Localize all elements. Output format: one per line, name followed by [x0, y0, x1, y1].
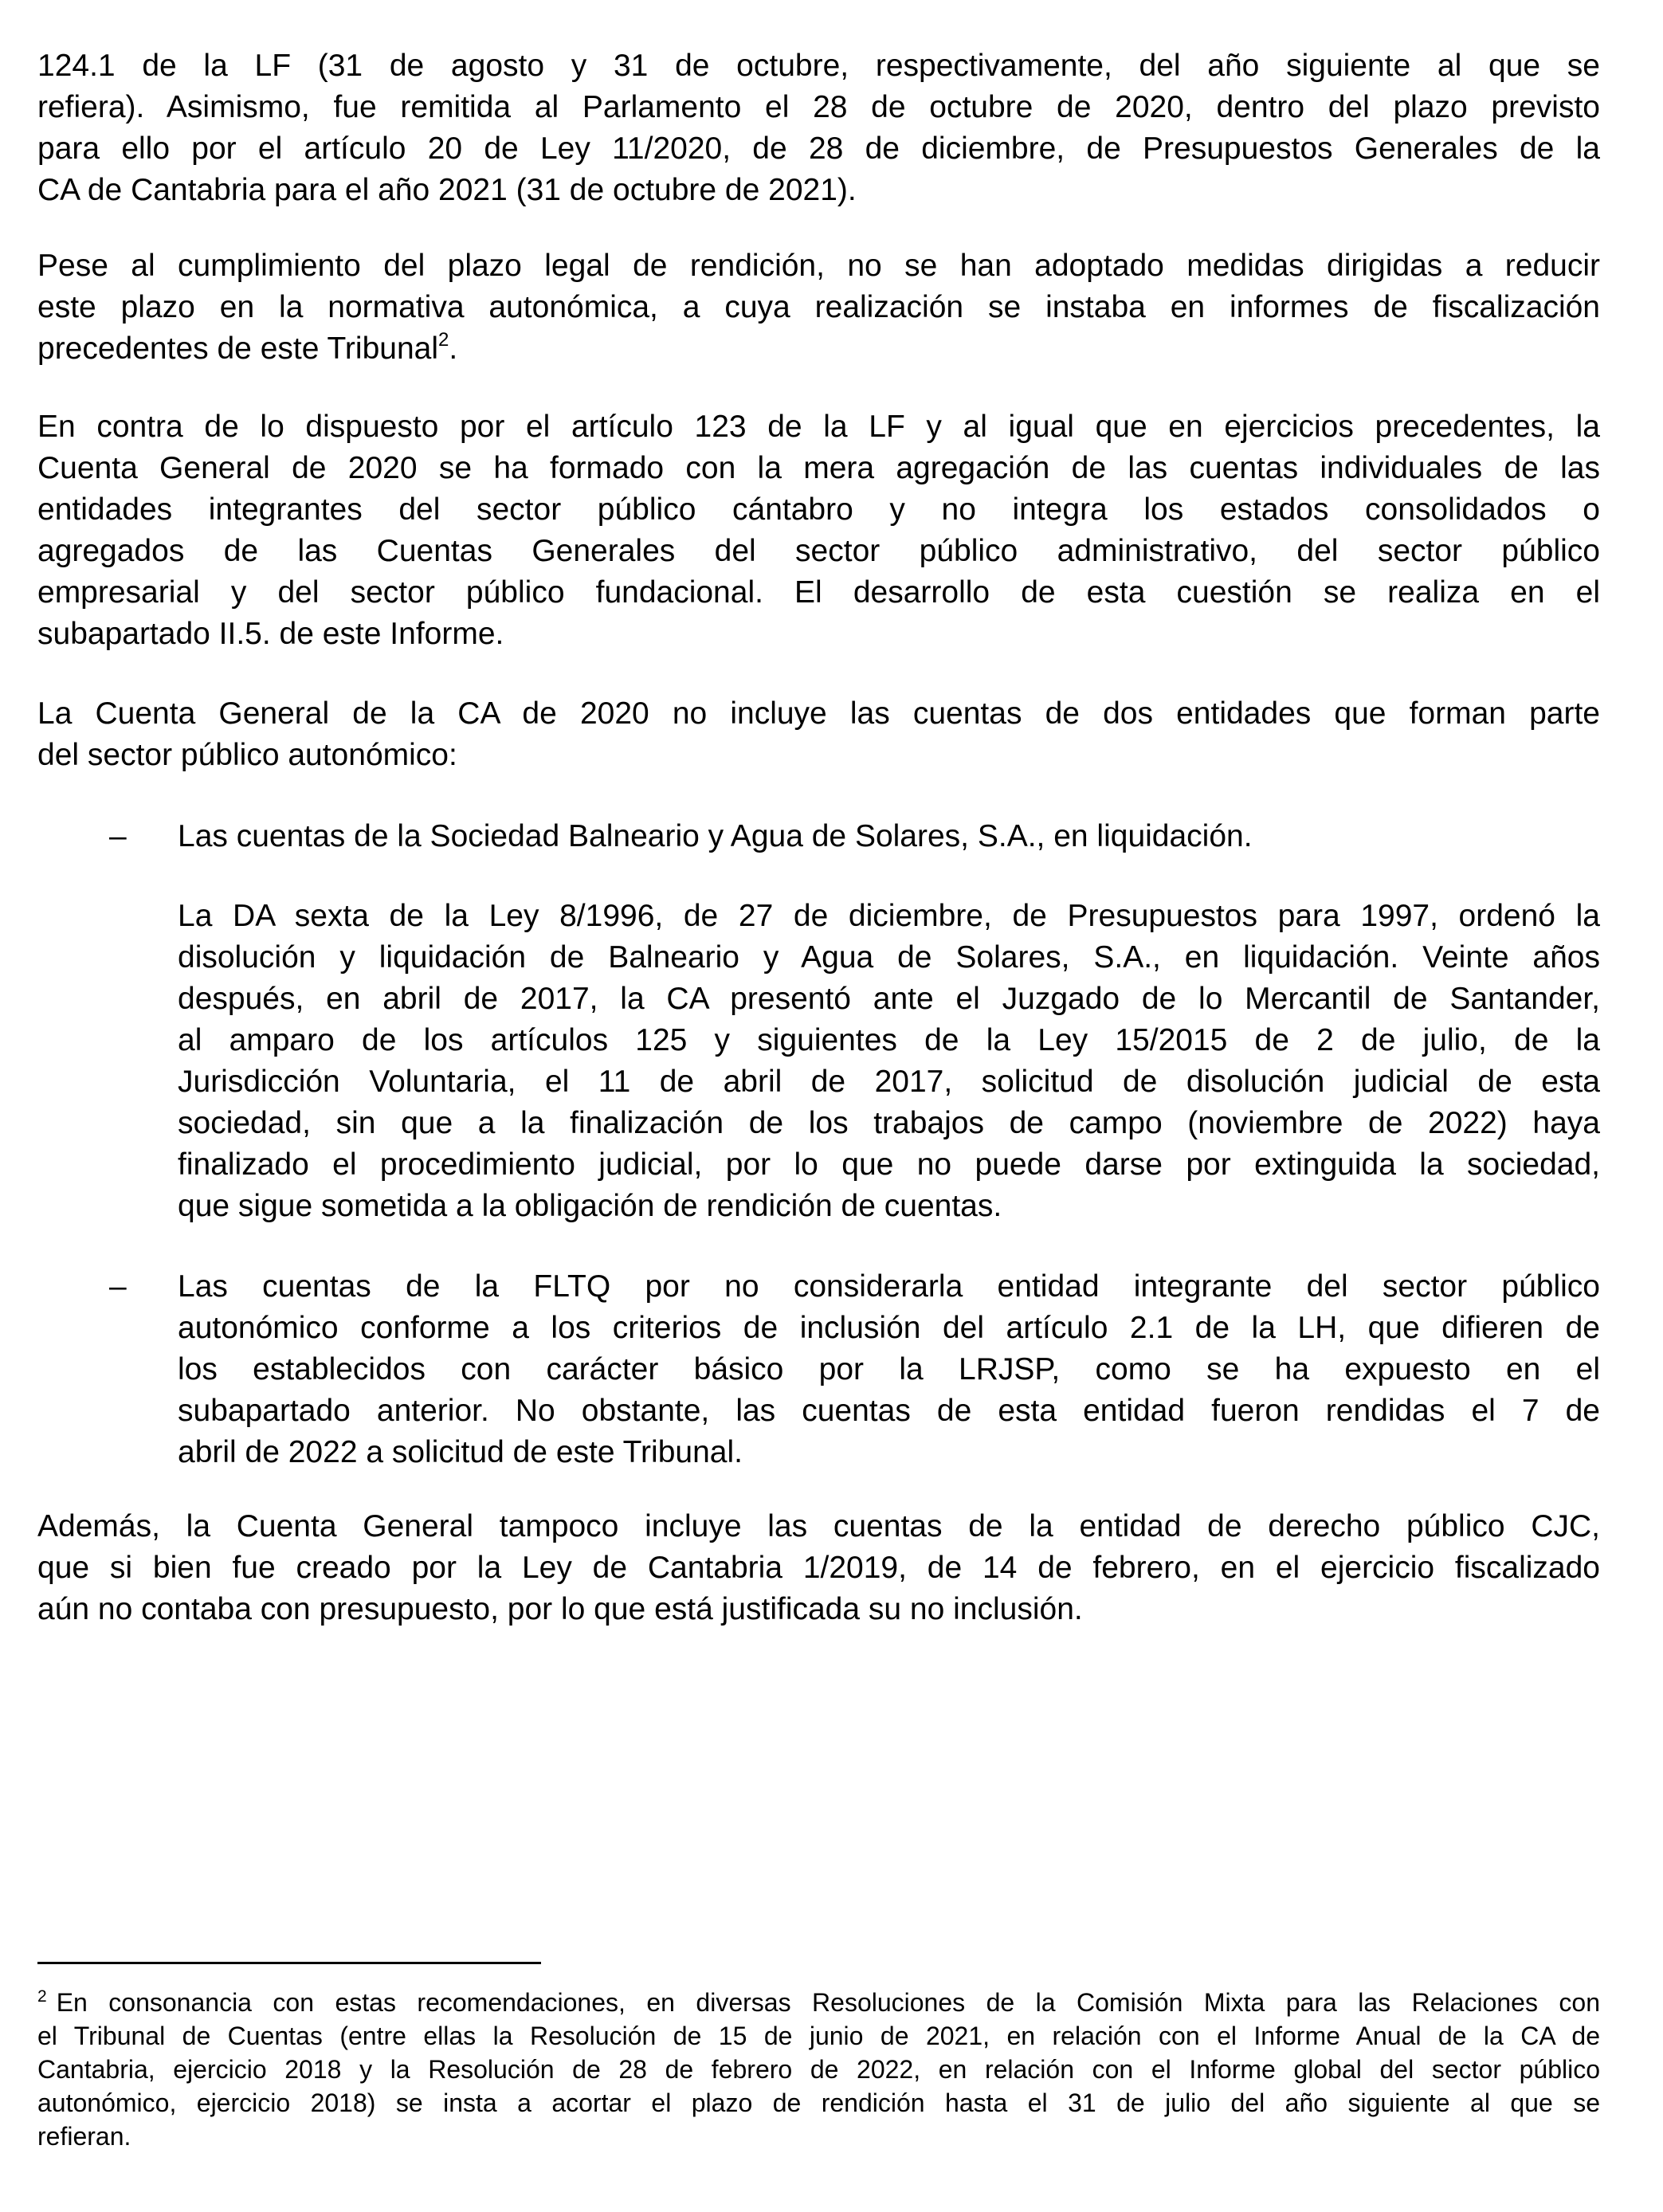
- text-line: Además, la Cuenta General tampoco incluye las cuentas de la entidad de derecho público CJC,: [37, 1509, 1600, 1543]
- bullet-detail-balneario: [178, 896, 1600, 1227]
- text-line: entidades integrantes del sector público cántabro y no integra los estados consolidados o: [37, 492, 1600, 527]
- footnote-reference[interactable]: 2: [438, 329, 449, 351]
- text-line: después, en abril de 2017, la CA presentó ante el Juzgado de lo Mercantil de Santander,: [178, 982, 1600, 1016]
- text-line: agregados de las Cuentas Generales del sector público administrativo, del sector público: [37, 534, 1600, 568]
- text-line: al amparo de los artículos 125 y siguientes de la Ley 15/2015 de 2 de julio, de la: [178, 1023, 1600, 1057]
- text-line: aún no contaba con presupuesto, por lo que está justificada su no inclusión.: [37, 1592, 1083, 1626]
- text-line: este plazo en la normativa autonómica, a cuya realización se instaba en informes de fiscalización: [37, 290, 1600, 324]
- footnote-separator: [37, 1962, 541, 1964]
- footnote: [37, 1986, 1600, 2153]
- paragraph-excluded-entities: [37, 693, 1600, 776]
- text-line: finalizado el procedimiento judicial, por lo que no puede darse por extinguida la sociedad,: [178, 1147, 1600, 1182]
- bullet-item-balneario: [178, 816, 1600, 857]
- paragraph-deadline-measures: [37, 245, 1600, 370]
- text-line: En contra de lo dispuesto por el artículo 123 de la LF y al igual que en ejercicios precedentes, la: [37, 410, 1600, 444]
- text-line: empresarial y del sector público fundacional. El desarrollo de esta cuestión se realiza en el: [37, 575, 1600, 610]
- text-line: Jurisdicción Voluntaria, el 11 de abril de 2017, solicitud de disolución judicial de esta: [178, 1065, 1600, 1099]
- text-line: subapartado II.5. de este Informe.: [37, 617, 504, 651]
- bullet-item-fltq: [178, 1266, 1600, 1473]
- text-line: los establecidos con carácter básico por la LRJSP, como se ha expuesto en el: [178, 1352, 1600, 1386]
- text-line: 124.1 de la LF (31 de agosto y 31 de octubre, respectivamente, del año siguiente al que se: [37, 49, 1600, 83]
- paragraph-rendition-deadline: [37, 45, 1600, 211]
- text-line: La Cuenta General de la CA de 2020 no incluye las cuentas de dos entidades que forman parte: [37, 696, 1600, 731]
- text-line: [37, 1986, 1600, 2019]
- footnote-mark: 2: [37, 1987, 47, 2006]
- text-line: que sigue sometida a la obligación de rendición de cuentas.: [178, 1189, 1002, 1223]
- text-line: Las cuentas de la FLTQ por no considerarla entidad integrante del sector público: [178, 1269, 1600, 1304]
- text-line: Cantabria, ejercicio 2018 y la Resolución de 28 de febrero de 2022, en relación con el Informe global del sector público: [37, 2055, 1600, 2084]
- text-line: [37, 328, 1600, 370]
- bullet-dash: –: [109, 1269, 127, 1304]
- text-line: subapartado anterior. No obstante, las cuentas de esta entidad fueron rendidas el 7 de: [178, 1394, 1600, 1428]
- text-line: Las cuentas de la Sociedad Balneario y Agua de Solares, S.A., en liquidación.: [178, 819, 1253, 853]
- text-line: Cuenta General de 2020 se ha formado con la mera agregación de las cuentas individuales de las: [37, 451, 1600, 485]
- text-line: abril de 2022 a solicitud de este Tribunal.: [178, 1435, 743, 1469]
- text-line: que si bien fue creado por la Ley de Cantabria 1/2019, de 14 de febrero, en el ejercicio fiscalizado: [37, 1551, 1600, 1585]
- text-line: autonómico, ejercicio 2018) se insta a acortar el plazo de rendición hasta el 31 de julio del año siguiente al que se: [37, 2088, 1600, 2117]
- paragraph-cjc: [37, 1506, 1600, 1630]
- text-line: Pese al cumplimiento del plazo legal de rendición, no se han adoptado medidas dirigidas a reducir: [37, 249, 1600, 283]
- text-fragment: precedentes de este Tribunal: [37, 331, 439, 366]
- text-fragment: .: [449, 331, 458, 366]
- text-fragment: En consonancia con estas recomendaciones, en diversas Resoluciones de la Comisión Mixta para las Relaciones con: [56, 1988, 1600, 2017]
- text-line: La DA sexta de la Ley 8/1996, de 27 de diciembre, de Presupuestos para 1997, ordenó la: [178, 899, 1600, 933]
- bullet-dash: –: [109, 819, 127, 853]
- text-line: autonómico conforme a los criterios de inclusión del artículo 2.1 de la LH, que difieren de: [178, 1311, 1600, 1345]
- text-line: para ello por el artículo 20 de Ley 11/2020, de 28 de diciembre, de Presupuestos Generales de la: [37, 131, 1600, 166]
- text-line: sociedad, sin que a la finalización de los trabajos de campo (noviembre de 2022) haya: [178, 1106, 1600, 1140]
- text-line: refiera). Asimismo, fue remitida al Parlamento el 28 de octubre de 2020, dentro del plazo previsto: [37, 90, 1600, 124]
- text-line: el Tribunal de Cuentas (entre ellas la Resolución de 15 de junio de 2021, en relación con el Informe Anual de la CA de: [37, 2022, 1600, 2050]
- text-line: disolución y liquidación de Balneario y Agua de Solares, S.A., en liquidación. Veinte años: [178, 940, 1600, 975]
- text-line: del sector público autonómico:: [37, 738, 457, 772]
- text-line: CA de Cantabria para el año 2021 (31 de octubre de 2021).: [37, 173, 857, 207]
- paragraph-aggregation: [37, 406, 1600, 655]
- text-line: refieran.: [37, 2122, 131, 2151]
